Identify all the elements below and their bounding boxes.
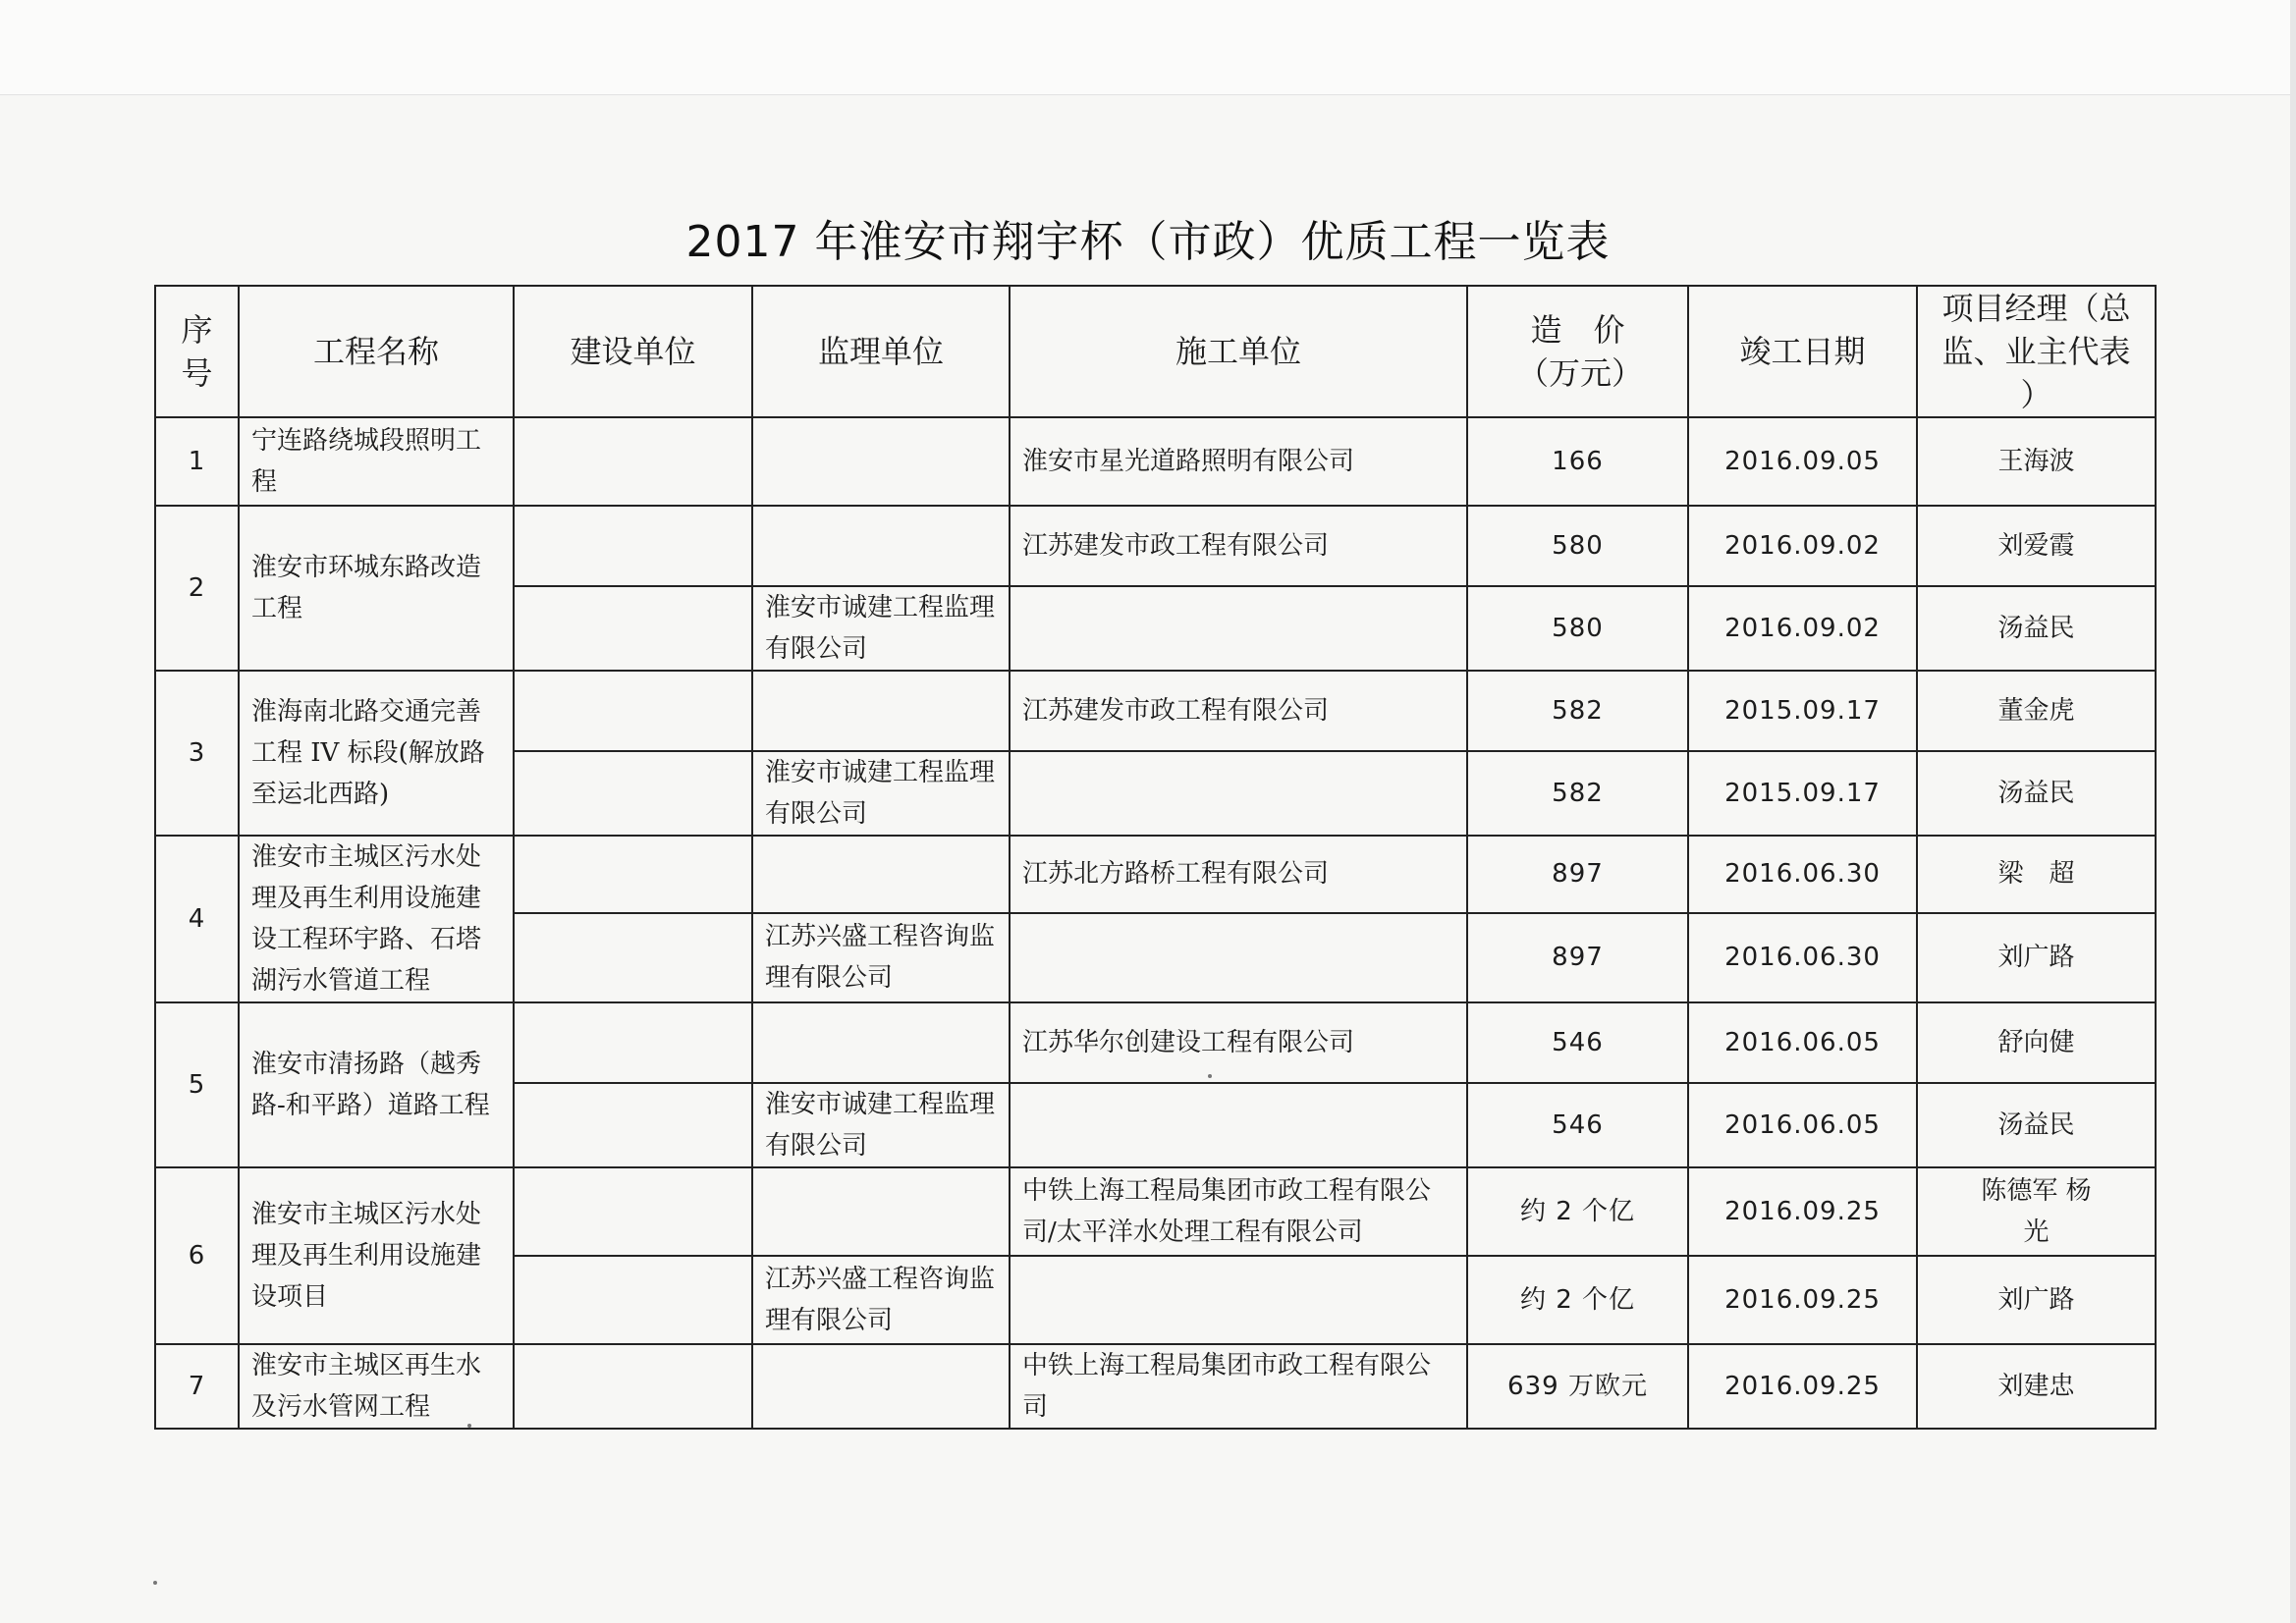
header-supervisor: 监理单位 — [752, 286, 1010, 417]
contractor-cell — [1010, 1083, 1467, 1167]
supervisor-cell — [752, 1167, 1010, 1256]
cost-cell: 546 — [1467, 1083, 1688, 1167]
date-cell: 2016.09.02 — [1688, 586, 1917, 671]
seq-cell: 5 — [155, 1002, 239, 1167]
contractor-cell — [1010, 751, 1467, 836]
manager-cell: 梁 超 — [1917, 836, 2156, 913]
manager-cell: 刘爱霞 — [1917, 506, 2156, 586]
supervisor-cell — [752, 671, 1010, 751]
cost-cell: 166 — [1467, 417, 1688, 506]
project-name-cell: 淮海南北路交通完善工程 IV 标段(解放路至运北西路) — [239, 671, 514, 836]
table-row — [155, 417, 2156, 506]
supervisor-cell: 江苏兴盛工程咨询监理有限公司 — [752, 913, 1010, 1002]
header-builder: 建设单位 — [514, 286, 752, 417]
cost-cell: 580 — [1467, 506, 1688, 586]
table-row — [155, 1002, 2156, 1083]
contractor-cell: 中铁上海工程局集团市政工程有限公司 — [1010, 1344, 1467, 1429]
manager-cell: 汤益民 — [1917, 751, 2156, 836]
manager-cell: 汤益民 — [1917, 1083, 2156, 1167]
scan-speck — [467, 1424, 471, 1428]
project-name-cell: 淮安市环城东路改造工程 — [239, 506, 514, 671]
table-row — [155, 836, 2156, 913]
contractor-cell: 江苏华尔创建设工程有限公司 — [1010, 1002, 1467, 1083]
date-cell: 2015.09.17 — [1688, 751, 1917, 836]
cost-cell: 约 2 个亿 — [1467, 1167, 1688, 1256]
supervisor-cell — [752, 417, 1010, 506]
cost-cell: 580 — [1467, 586, 1688, 671]
builder-cell — [514, 913, 752, 1002]
date-cell: 2016.09.05 — [1688, 417, 1917, 506]
contractor-cell: 江苏建发市政工程有限公司 — [1010, 671, 1467, 751]
builder-cell — [514, 1344, 752, 1429]
date-cell: 2016.09.02 — [1688, 506, 1917, 586]
builder-cell — [514, 1002, 752, 1083]
cost-cell: 897 — [1467, 913, 1688, 1002]
header-seq: 序号 — [155, 286, 239, 417]
builder-cell — [514, 836, 752, 913]
builder-cell — [514, 1083, 752, 1167]
manager-cell: 刘广路 — [1917, 913, 2156, 1002]
builder-cell — [514, 671, 752, 751]
table-row — [155, 1344, 2156, 1429]
project-name-cell: 淮安市清扬路（越秀路-和平路）道路工程 — [239, 1002, 514, 1167]
contractor-cell — [1010, 586, 1467, 671]
project-name-cell: 淮安市主城区污水处理及再生利用设施建设项目 — [239, 1167, 514, 1344]
cost-cell: 582 — [1467, 671, 1688, 751]
header-date: 竣工日期 — [1688, 286, 1917, 417]
manager-cell: 陈德军 杨 光 — [1917, 1167, 2156, 1256]
contractor-cell: 江苏北方路桥工程有限公司 — [1010, 836, 1467, 913]
date-cell: 2016.06.05 — [1688, 1002, 1917, 1083]
builder-cell — [514, 506, 752, 586]
seq-cell: 1 — [155, 417, 239, 506]
date-cell: 2016.09.25 — [1688, 1167, 1917, 1256]
date-cell: 2016.06.30 — [1688, 836, 1917, 913]
table-header-row — [155, 286, 2156, 417]
builder-cell — [514, 586, 752, 671]
supervisor-cell: 淮安市诚建工程监理有限公司 — [752, 751, 1010, 836]
manager-cell: 董金虎 — [1917, 671, 2156, 751]
contractor-cell — [1010, 913, 1467, 1002]
table-row — [155, 671, 2156, 751]
supervisor-cell — [752, 1002, 1010, 1083]
supervisor-cell: 淮安市诚建工程监理有限公司 — [752, 586, 1010, 671]
cost-cell: 约 2 个亿 — [1467, 1256, 1688, 1344]
cost-cell: 546 — [1467, 1002, 1688, 1083]
builder-cell — [514, 1256, 752, 1344]
document-title: 2017 年淮安市翔宇杯（市政）优质工程一览表 — [685, 217, 1611, 267]
manager-cell: 刘建忠 — [1917, 1344, 2156, 1429]
header-name: 工程名称 — [239, 286, 514, 417]
supervisor-cell — [752, 506, 1010, 586]
page-top-edge — [0, 0, 2296, 95]
date-cell: 2016.06.30 — [1688, 913, 1917, 1002]
manager-cell: 汤益民 — [1917, 586, 2156, 671]
project-name-cell: 宁连路绕城段照明工程 — [239, 417, 514, 506]
cost-cell: 897 — [1467, 836, 1688, 913]
builder-cell — [514, 751, 752, 836]
supervisor-cell: 淮安市诚建工程监理有限公司 — [752, 1083, 1010, 1167]
builder-cell — [514, 417, 752, 506]
cost-cell: 582 — [1467, 751, 1688, 836]
date-cell: 2016.09.25 — [1688, 1344, 1917, 1429]
manager-cell: 王海波 — [1917, 417, 2156, 506]
scan-speck — [1208, 1074, 1212, 1078]
supervisor-cell — [752, 836, 1010, 913]
contractor-cell: 淮安市星光道路照明有限公司 — [1010, 417, 1467, 506]
builder-cell — [514, 1167, 752, 1256]
header-cost: 造 价（万元） — [1467, 286, 1688, 417]
contractor-cell: 江苏建发市政工程有限公司 — [1010, 506, 1467, 586]
table-row — [155, 506, 2156, 586]
seq-cell: 3 — [155, 671, 239, 836]
project-name-cell: 淮安市主城区再生水及污水管网工程 — [239, 1344, 514, 1429]
manager-cell: 刘广路 — [1917, 1256, 2156, 1344]
cost-cell: 639 万欧元 — [1467, 1344, 1688, 1429]
date-cell: 2015.09.17 — [1688, 671, 1917, 751]
date-cell: 2016.06.05 — [1688, 1083, 1917, 1167]
header-manager: 项目经理（总监、业主代表 ） — [1917, 286, 2156, 417]
table-row — [155, 1167, 2156, 1256]
date-cell: 2016.09.25 — [1688, 1256, 1917, 1344]
project-table — [154, 285, 2157, 1430]
seq-cell: 6 — [155, 1167, 239, 1344]
contractor-cell: 中铁上海工程局集团市政工程有限公司/太平洋水处理工程有限公司 — [1010, 1167, 1467, 1256]
contractor-cell — [1010, 1256, 1467, 1344]
manager-cell: 舒向健 — [1917, 1002, 2156, 1083]
header-contractor: 施工单位 — [1010, 286, 1467, 417]
seq-cell: 4 — [155, 836, 239, 1002]
scan-speck — [153, 1581, 157, 1585]
supervisor-cell — [752, 1344, 1010, 1429]
project-name-cell: 淮安市主城区污水处理及再生利用设施建设工程环宇路、石塔湖污水管道工程 — [239, 836, 514, 1002]
seq-cell: 7 — [155, 1344, 239, 1429]
supervisor-cell: 江苏兴盛工程咨询监理有限公司 — [752, 1256, 1010, 1344]
seq-cell: 2 — [155, 506, 239, 671]
